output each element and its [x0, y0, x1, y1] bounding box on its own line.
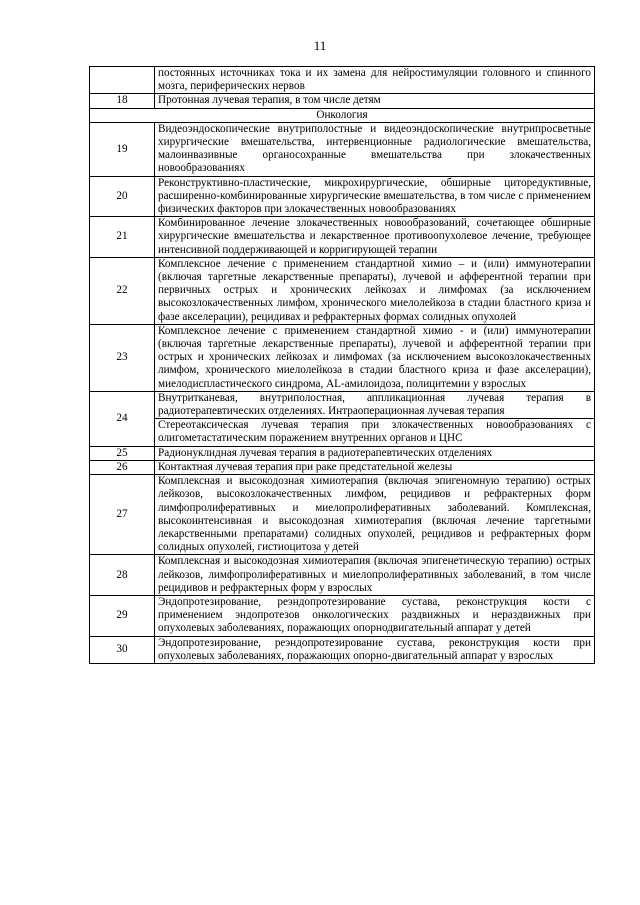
- table-row: [90, 217, 595, 258]
- row-number: 21: [90, 217, 155, 258]
- row-number: 22: [90, 257, 155, 324]
- row-number: 26: [90, 460, 155, 474]
- table-row: [90, 446, 595, 460]
- row-number: 27: [90, 475, 155, 555]
- row-text: Комплексное лечение с применением стандартной химио – и (или) иммунотерапии (включая таргетные лекарственные препараты), лучевой и афферентной терапии при первичных острых и хронических лейкозах и лимфомах (за исключением высокозлокачественных лимфом, хронического миелолейкоза в стадии бластного криза и фазе акселерации), рецидивах и рефрактерных формах солидных опухолей: [155, 257, 595, 324]
- page-number: 11: [313, 38, 327, 53]
- table-row: [90, 67, 595, 94]
- table-row: [90, 419, 595, 446]
- row-number: 25: [90, 446, 155, 460]
- table-row: [90, 555, 595, 596]
- row-text: Реконструктивно-пластические, микрохирургические, обширные циторедуктивные, расширенно-комбинированные хирургические вмешательства, в том числе с применением физических факторов при злокачественных новообразованиях: [155, 176, 595, 217]
- row-number: 24: [90, 391, 155, 446]
- row-number: 28: [90, 555, 155, 596]
- table-row: [90, 257, 595, 324]
- row-text: Комбинированное лечение злокачественных новообразований, сочетающее обширные хирургические вмешательства и лекарственное противоопухолевое лечение, требующее интенсивной поддерживающей и корригирующей терапии: [155, 217, 595, 258]
- row-text: Контактная лучевая терапия при раке предстательной железы: [155, 460, 595, 474]
- row-number: 18: [90, 94, 155, 108]
- row-text: постоянных источниках тока и их замена для нейростимуляции головного и спинного мозга, периферических нервов: [155, 67, 595, 94]
- table-row: [90, 460, 595, 474]
- row-number: 20: [90, 176, 155, 217]
- table-row: [90, 391, 595, 418]
- row-number: 29: [90, 595, 155, 636]
- row-text-secondary: Стереотаксическая лучевая терапия при злокачественных новообразованиях с олигометастатическим поражением внутренних органов и ЦНС: [155, 419, 595, 446]
- row-text: Комплексное лечение с применением стандартной химио - и (или) иммунотерапии (включая таргетные лекарственные препараты), лучевой и афферентной терапии при острых и хронических лейкозах и лимфомах (за исключением высокозлокачественных лимфом, хронического миелолейкоза в стадии бластного криза и фазе акселерации), миелодиспластического синдрома, AL-амилоидоза, полицитемии у взрослых: [155, 324, 595, 391]
- row-text: Радионуклидная лучевая терапия в радиотерапевтических отделениях: [155, 446, 595, 460]
- table-row: [90, 475, 595, 555]
- row-text: Внутритканевая, внутриполостная, аппликационная лучевая терапия в радиотерапевтических отделениях. Интраоперационная лучевая терапия: [155, 391, 595, 418]
- table-row: [90, 324, 595, 391]
- table-row: [90, 636, 595, 663]
- row-text: Эндопротезирование, реэндопротезирование сустава, реконструкция кости при опухолевых заболеваниях, поражающих опорно-двигательный аппарат у взрослых: [155, 636, 595, 663]
- row-text: Комплексная и высокодозная химиотерапия (включая эпигеномную терапию) острых лейкозов, высокозлокачественных лимфом, рецидивов и рефрактерных форм лимфопролиферативных и миелопролиферативных заболеваний. Комплексная, высокоинтенсивная и высокодозная химиотерапия (включая лечение таргетными лекарственными препаратами) солидных опухолей, рецидивов и рефрактерных форм солидных опухолей, гистиоцитоза у детей: [155, 475, 595, 555]
- section-header-row: [90, 108, 595, 122]
- services-table: [89, 66, 595, 664]
- row-number: 23: [90, 324, 155, 391]
- row-text: Эндопротезирование, реэндопротезирование сустава, реконструкция кости с применением эндопротезов онкологических раздвижных и нераздвижных при опухолевых заболеваниях, поражающих опорнодвигательный аппарат у детей: [155, 595, 595, 636]
- table-row: [90, 176, 595, 217]
- row-text: Протонная лучевая терапия, в том числе детям: [155, 94, 595, 108]
- row-number: 19: [90, 122, 155, 176]
- table-row: [90, 94, 595, 108]
- row-number: [90, 67, 155, 94]
- row-number: 30: [90, 636, 155, 663]
- table-row: [90, 595, 595, 636]
- row-text: Комплексная и высокодозная химиотерапия (включая эпигенетическую терапию) острых лейкозов, лимфопролиферативных и миелопролиферативных заболеваний, в том числе рецидивов и рефрактерных форм у взрослых: [155, 555, 595, 596]
- row-text: Видеоэндоскопические внутриполостные и видеоэндоскопические внутрипросветные хирургические вмешательства, интервенционные радиологические вмешательства, малоинвазивные органосохранные вмешательства при злокачественных новообразованиях: [155, 122, 595, 176]
- table-row: [90, 122, 595, 176]
- section-title: Онкология: [90, 108, 595, 122]
